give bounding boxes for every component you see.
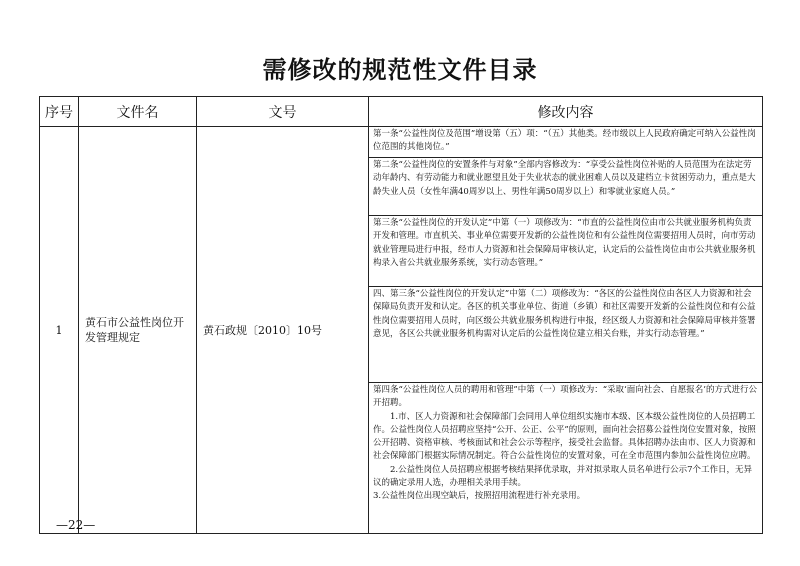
modification-paragraph: 1.市、区人力资源和社会保障部门会同用人单位组织实施市本级、区本级公益性岗位的人员招聘工作。公益性岗位人员招聘应坚持“公开、公正、公平”的原则，面向社会招募公益性岗位安置对象，按照公开招聘、资格审核、考核面试和社会公示等程序，接受社会监督。具体招聘办法由市、区人力资源和社会保障部门根据实际情况制定。符合公益性岗位的安置对象，可在全市范围内参加公益性岗位应聘。 [373,411,756,462]
cell-index: 1 [40,127,79,534]
cell-file-name: 黄石市公益性岗位开发管理规定 [79,127,197,534]
cell-doc-number: 黄石政规〔2010〕10号 [197,127,369,534]
modification-intro: 第四条“公益性岗位人员的聘用和管理”中第（一）项修改为：“采取‘面向社会、自愿报名’的方式进行公开招聘。 [373,385,757,409]
modification-table [39,96,763,534]
table-row [40,127,763,158]
page-number: —22— [56,518,96,532]
modification-item: 四、第三条“公益性岗位的开发认定”中第（二）项修改为：“各区的公益性岗位由各区人力资源和社会保障局负责开发和认定。各区的机关事业单位、街道（乡镇）和社区需要开发新的公益性岗位和有公益性岗位需要招用人员时，向区级公共就业服务机构进行申报，经区级人力资源和社会保障局审核并签署意见，各区公共就业服务机构需对认定后的公益性岗位建立相关台账，并实行动态管理。” [369,287,763,383]
modification-paragraph: 2.公益性岗位人员招聘应根据考核结果择优录取，并对拟录取人员名单进行公示7个工作日，无异议的确定录用人选，办理相关录用手续。 [373,464,753,489]
header-index: 序号 [40,97,79,127]
modification-item [369,383,763,534]
modification-paragraph: 3.公益性岗位出现空缺后，按照招用流程进行补充录用。 [373,491,586,502]
page-title: 需修改的规范性文件目录 [262,55,538,84]
table-header-row [40,97,763,127]
header-modification: 修改内容 [369,97,763,127]
modification-item: 第三条“公益性岗位的开发认定”中第（一）项修改为：“市直的公益性岗位由市公共就业服务机构负责开发和管理。市直机关、事业单位需要开发新的公益性岗位和有公益性岗位需要招用人员时，向市劳动就业管理局进行申报，经市人力资源和社会保障局审核认定，认定后的公益性岗位由市公共就业服务机构录入省公共就业服务系统，实行动态管理。” [369,216,763,287]
header-doc-number: 文号 [197,97,369,127]
modification-item: 第一条“公益性岗位及范围”增设第（五）项：“（五）其他类。经市级以上人民政府确定可纳入公益性岗位范围的其他岗位。” [369,127,763,158]
header-file-name: 文件名 [79,97,197,127]
modification-item: 第二条“公益性岗位的安置条件与对象”全部内容修改为：“享受公益性岗位补贴的人员范围为在法定劳动年龄内、有劳动能力和就业愿望且处于失业状态的就业困难人员以及建档立卡贫困劳动力，重点是大龄失业人员（女性年满40周岁以上、男性年满50周岁以上）和零就业家庭人员。” [369,158,763,216]
